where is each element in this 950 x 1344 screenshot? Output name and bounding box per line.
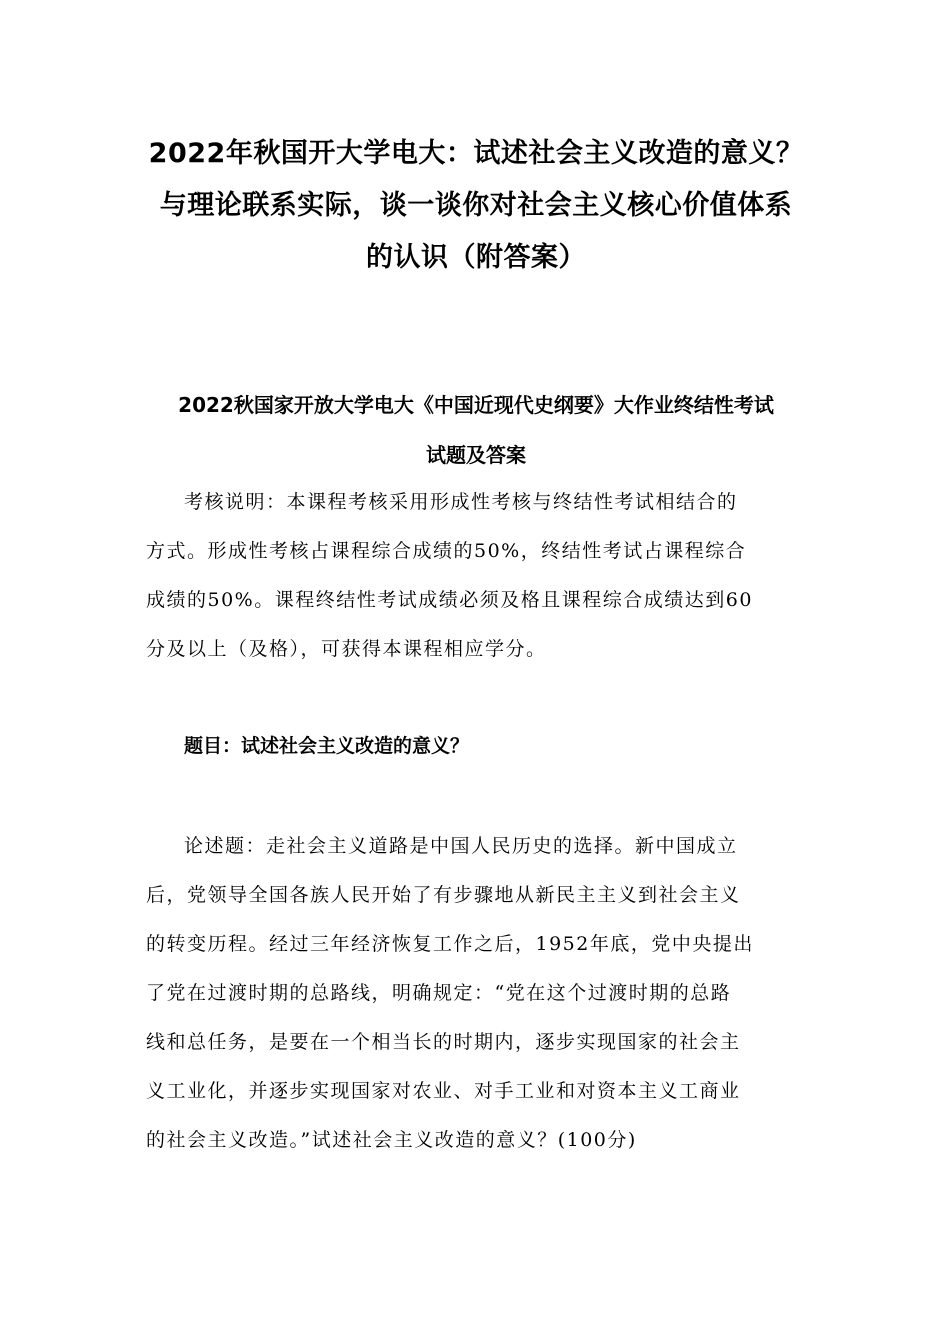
document-subtitle [120, 380, 832, 480]
paragraph-line: 义工业化，并逐步实现国家对农业、对手工业和对资本主义工商业 [146, 1080, 741, 1102]
assessment-note-paragraph [146, 478, 818, 674]
subtitle-line: 2022秋国家开放大学电大《中国近现代史纲要》大作业终结性考试 [178, 393, 774, 417]
paragraph-line: 论述题：走社会主义道路是中国人民历史的选择。新中国成立 [184, 835, 738, 857]
paragraph-line: 的社会主义改造。”试述社会主义改造的意义？(100分) [146, 1129, 637, 1151]
paragraph-line: 考核说明：本课程考核采用形成性考核与终结性考试相结合的 [184, 491, 738, 513]
paragraph-line: 的转变历程。经过三年经济恢复工作之后，1952年底，党中央提出 [146, 933, 754, 955]
paragraph-line: 方式。形成性考核占课程综合成绩的50%，终结性考试占课程综合 [146, 540, 747, 562]
essay-question-paragraph [146, 822, 818, 1165]
paragraph-line: 分及以上（及格），可获得本课程相应学分。 [146, 638, 547, 660]
paragraph-line: 线和总任务，是要在一个相当长的时期内，逐步实现国家的社会主 [146, 1031, 741, 1053]
title-line: 2022年秋国开大学电大：试述社会主义改造的意义？ [148, 138, 804, 169]
document-title [120, 128, 832, 284]
title-line: 的认识（附答案） [366, 242, 586, 273]
paragraph-line: 成绩的50%。课程终结性考试成绩必须及格且课程综合成绩达到60 [146, 589, 753, 611]
paragraph-line: 了党在过渡时期的总路线，明确规定：“党在这个过渡时期的总路 [146, 982, 732, 1004]
title-line: 与理论联系实际，谈一谈你对社会主义核心价值体系 [159, 190, 793, 221]
subtitle-line: 试题及答案 [426, 443, 526, 467]
question-heading: 题目：试述社会主义改造的意义？ [184, 735, 470, 757]
paragraph-line: 后，党领导全国各族人民开始了有步骤地从新民主主义到社会主义 [146, 884, 741, 906]
